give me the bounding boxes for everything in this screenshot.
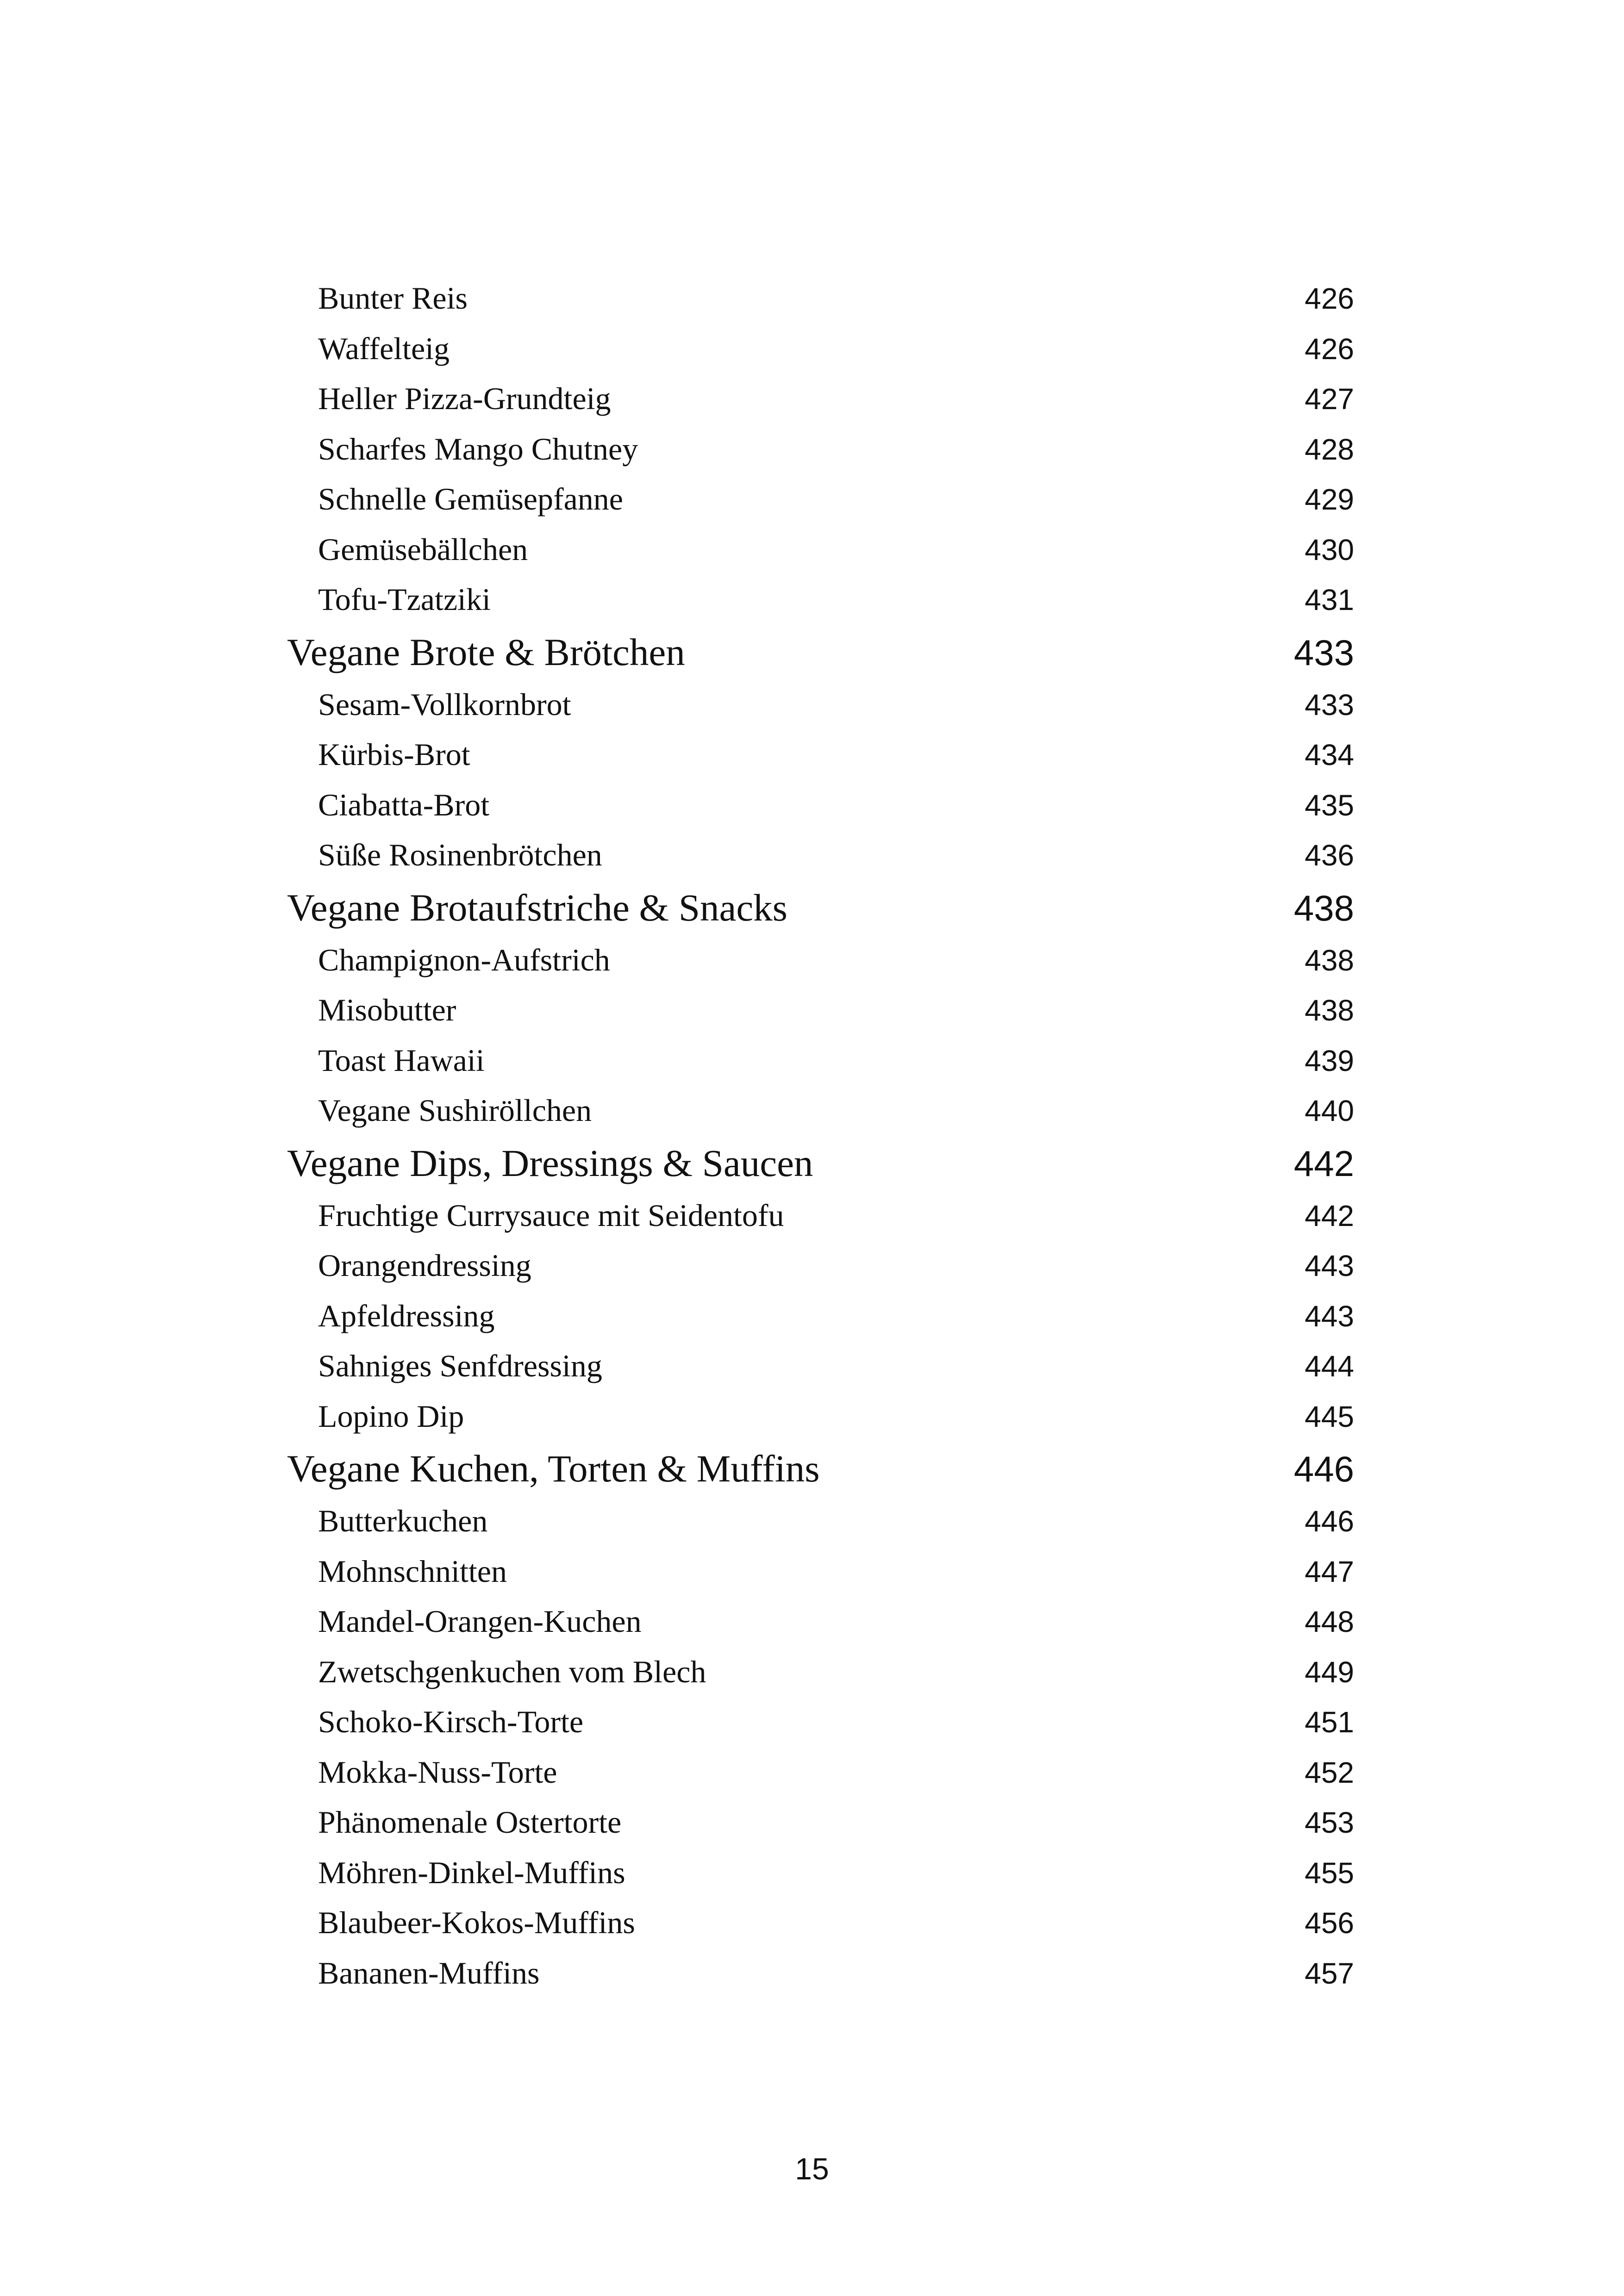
toc-entry-title: Sahniges Senfdressing [318, 1348, 602, 1383]
toc-entry [287, 324, 1354, 374]
toc-section-page: 438 [1293, 887, 1354, 928]
toc-entry-title: Kürbis-Brot [318, 737, 470, 772]
toc-entry [287, 1898, 1354, 1948]
toc-section-page: 442 [1293, 1143, 1354, 1184]
toc-entry [287, 1697, 1354, 1747]
toc-entry [287, 985, 1354, 1035]
toc-section-heading [287, 625, 1354, 679]
toc-entry-page: 457 [1305, 1956, 1354, 1990]
toc-entry-page: 447 [1305, 1555, 1354, 1588]
toc-entry-page: 433 [1305, 688, 1354, 722]
toc-entry [287, 1085, 1354, 1136]
toc-entry-page: 439 [1305, 1044, 1354, 1077]
toc-entry [287, 574, 1354, 625]
toc-entry-page: 435 [1305, 788, 1354, 822]
toc-entry [287, 1240, 1354, 1291]
toc-section-page: 433 [1293, 632, 1354, 673]
toc-entry-title: Tofu-Tzatziki [318, 582, 491, 617]
toc-entry-title: Heller Pizza-Grundteig [318, 381, 611, 416]
toc-entry-title: Süße Rosinenbrötchen [318, 837, 602, 872]
toc-entry-page: 455 [1305, 1856, 1354, 1890]
toc-entry-title: Apfeldressing [318, 1298, 495, 1333]
toc-entry [287, 1596, 1354, 1647]
toc-section-title: Vegane Kuchen, Torten & Muffins [287, 1447, 820, 1490]
toc-entry-title: Möhren-Dinkel-Muffins [318, 1854, 625, 1890]
toc-entry-page: 448 [1305, 1605, 1354, 1638]
toc-entry [287, 1747, 1354, 1798]
toc-entry-page: 436 [1305, 839, 1354, 872]
toc-entry-page: 426 [1305, 332, 1354, 366]
toc-entry [287, 373, 1354, 424]
toc-entry-title: Champignon-Aufstrich [318, 942, 610, 977]
toc-entry [287, 780, 1354, 830]
toc-entry [287, 1948, 1354, 1998]
toc-entry [287, 1035, 1354, 1086]
toc-entry-title: Ciabatta-Brot [318, 787, 490, 822]
toc-entry-page: 426 [1305, 282, 1354, 315]
toc-entry-page: 445 [1305, 1400, 1354, 1433]
toc-entry-page: 446 [1305, 1505, 1354, 1538]
toc-entry [287, 830, 1354, 880]
toc-entry [287, 1797, 1354, 1848]
toc-entry-page: 434 [1305, 738, 1354, 772]
toc-entry-page: 443 [1305, 1299, 1354, 1333]
toc-section-page: 446 [1293, 1449, 1354, 1489]
toc-entry-title: Waffelteig [318, 330, 450, 366]
toc-entry-page: 427 [1305, 382, 1354, 416]
toc-entry-page: 452 [1305, 1755, 1354, 1789]
toc-entry [287, 935, 1354, 985]
toc-entry [287, 1291, 1354, 1341]
toc-entry-title: Orangendressing [318, 1248, 531, 1283]
toc-entry-title: Lopino Dip [318, 1398, 464, 1434]
toc-entry-title: Schoko-Kirsch-Torte [318, 1704, 584, 1739]
toc-section-title: Vegane Brote & Brötchen [287, 630, 685, 673]
toc-section-title: Vegane Brotaufstriche & Snacks [287, 886, 787, 929]
toc-section-heading [287, 1441, 1354, 1496]
toc-entry [287, 273, 1354, 324]
table-of-contents [287, 273, 1354, 1998]
toc-entry-page: 456 [1305, 1906, 1354, 1940]
toc-entry-title: Blaubeer-Kokos-Muffins [318, 1905, 635, 1940]
toc-entry [287, 1391, 1354, 1442]
toc-entry-title: Gemüsebällchen [318, 531, 528, 567]
page-number: 15 [795, 2152, 829, 2186]
toc-entry [287, 1496, 1354, 1546]
toc-entry-title: Butterkuchen [318, 1503, 488, 1538]
toc-entry [287, 1546, 1354, 1597]
toc-entry-title: Phänomenale Ostertorte [318, 1804, 622, 1840]
toc-entry-page: 451 [1305, 1705, 1354, 1739]
toc-entry [287, 729, 1354, 780]
toc-entry [287, 1647, 1354, 1697]
toc-entry-title: Mokka-Nuss-Torte [318, 1754, 557, 1790]
toc-entry-page: 444 [1305, 1350, 1354, 1383]
toc-entry-page: 428 [1305, 432, 1354, 466]
toc-entry-page: 453 [1305, 1806, 1354, 1839]
toc-section-heading [287, 1136, 1354, 1190]
toc-entry-title: Zwetschgenkuchen vom Blech [318, 1654, 706, 1689]
toc-entry-title: Scharfes Mango Chutney [318, 431, 638, 467]
toc-entry-title: Fruchtige Currysauce mit Seidentofu [318, 1197, 784, 1233]
toc-entry-page: 442 [1305, 1199, 1354, 1232]
toc-entry [287, 1848, 1354, 1898]
toc-entry-page: 431 [1305, 583, 1354, 616]
toc-entry-page: 438 [1305, 994, 1354, 1027]
toc-entry-title: Vegane Sushiröllchen [318, 1093, 592, 1128]
toc-entry-title: Mandel-Orangen-Kuchen [318, 1604, 642, 1639]
toc-entry [287, 474, 1354, 524]
toc-entry-title: Misobutter [318, 992, 456, 1027]
toc-entry-title: Bananen-Muffins [318, 1955, 540, 1991]
toc-entry-page: 449 [1305, 1655, 1354, 1689]
toc-entry-title: Sesam-Vollkornbrot [318, 686, 571, 722]
toc-entry-page: 430 [1305, 533, 1354, 566]
toc-section-title: Vegane Dips, Dressings & Saucen [287, 1141, 813, 1184]
toc-entry-title: Bunter Reis [318, 280, 468, 316]
toc-entry-title: Toast Hawaii [318, 1042, 485, 1078]
toc-entry-page: 429 [1305, 483, 1354, 516]
toc-entry [287, 1190, 1354, 1241]
toc-entry [287, 524, 1354, 575]
toc-entry-title: Schnelle Gemüsepfanne [318, 481, 623, 516]
toc-entry [287, 424, 1354, 474]
toc-entry-page: 440 [1305, 1094, 1354, 1127]
toc-entry-page: 443 [1305, 1249, 1354, 1282]
toc-section-heading [287, 880, 1354, 935]
toc-entry [287, 1341, 1354, 1391]
toc-entry [287, 679, 1354, 730]
toc-entry-page: 438 [1305, 943, 1354, 977]
toc-entry-title: Mohnschnitten [318, 1553, 507, 1589]
